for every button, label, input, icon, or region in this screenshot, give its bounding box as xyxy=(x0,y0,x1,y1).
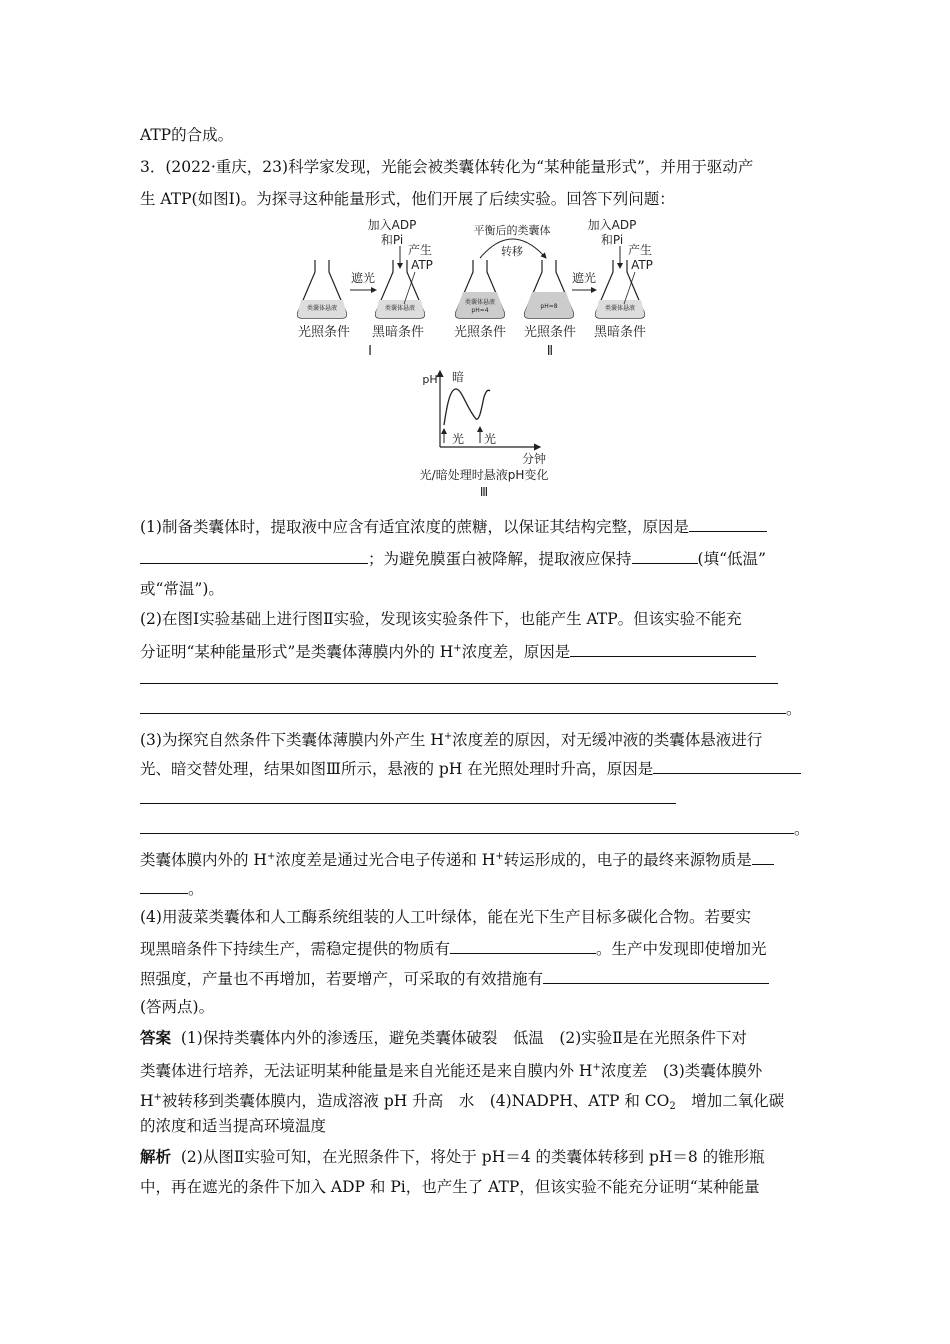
balanced-label: 平衡后的类囊体 xyxy=(473,224,551,237)
answer-text-1: (1)保持类囊体内外的渗透压，避免类囊体破裂 低温 (2)实验Ⅱ是在光照条件下对 xyxy=(180,1029,747,1047)
answer-line-3 xyxy=(140,1088,784,1117)
figure-label-I: Ⅰ xyxy=(368,344,372,359)
subscript-2: 2 xyxy=(669,1101,676,1112)
add-adp-1: 加入ADP xyxy=(367,218,417,232)
answer-text-3a: H xyxy=(140,1092,154,1110)
part-2-text-b: 浓度差，原因是 xyxy=(461,643,571,661)
part-3-text-b: 浓度差的原因，对无缓冲液的类囊体悬液进行 xyxy=(452,731,763,749)
produce-2: 产生 xyxy=(627,243,653,257)
analysis-line-1 xyxy=(140,1147,765,1167)
y-axis-label: pH xyxy=(422,373,438,386)
part-3-line-5 xyxy=(140,847,774,870)
superscript-plus: + xyxy=(266,851,276,862)
question-source: (2022·重庆，23) xyxy=(165,158,289,176)
part-3-line-6 xyxy=(140,877,204,899)
part-1-line-1 xyxy=(140,515,767,537)
x-axis-label: 分钟 xyxy=(521,452,547,466)
figure-flasks xyxy=(290,212,670,362)
light-label-1: 光 xyxy=(451,432,465,446)
part-4-text-2b: 。生产中发现即使增加光 xyxy=(596,940,767,958)
figure-ph-chart xyxy=(400,365,580,500)
cond-dark-1: 黑暗条件 xyxy=(371,325,425,340)
answer-blank-2a[interactable] xyxy=(570,640,756,657)
flask-3 xyxy=(456,260,505,318)
answer-blank-1a[interactable] xyxy=(689,515,767,532)
flask-1 xyxy=(298,260,347,318)
atp-1: ATP xyxy=(411,258,433,272)
question-3-intro xyxy=(140,157,753,177)
answer-text-2b: 浓度差 (3)类囊体膜外 xyxy=(600,1062,763,1080)
answer-text-3b: 被转移到类囊体膜内，造成溶液 pH 升高 水 (4)NADPH、ATP 和 CO xyxy=(161,1092,670,1110)
superscript-plus: + xyxy=(453,643,462,654)
answer-blank-3b[interactable] xyxy=(140,787,676,804)
part-2-line-3 xyxy=(140,667,778,689)
answer-blank-4b[interactable] xyxy=(543,967,769,984)
part-1-text-2: ；为避免膜蛋白被降解，提取液应保持 xyxy=(368,550,632,568)
superscript-plus: + xyxy=(443,731,453,742)
cond-light-3: 光照条件 xyxy=(523,325,577,340)
flask-4-ph: pH=8 xyxy=(540,303,558,310)
part-1-line-3: 或“常温”)。 xyxy=(140,580,224,598)
analysis-line-2: 中，再在遮光的条件下加入 ADP 和 Pi，也产生了 ATP，但该实验不能充分证明“某种能量 xyxy=(140,1178,760,1196)
answer-blank-1b[interactable] xyxy=(140,547,368,564)
part-1-line-2 xyxy=(140,547,766,569)
answer-blank-3a[interactable] xyxy=(653,757,801,774)
part-4-text-3: 照强度，产量也不再增加，若要增产，可采取的有效措施有 xyxy=(140,970,544,988)
part-4-text-2: 现黑暗条件下持续生产，需稳定提供的物质有 xyxy=(140,940,451,958)
transfer-label: 转移 xyxy=(501,245,523,258)
answer-blank-3d[interactable] xyxy=(752,848,774,865)
part-4-line-4: (答两点)。 xyxy=(140,998,215,1016)
answer-blank-2c[interactable] xyxy=(140,697,786,714)
analysis-text-1: (2)从图Ⅱ实验可知，在光照条件下，将处于 pH＝4 的类囊体转移到 pH＝8 的锥形瓶 xyxy=(180,1148,765,1166)
cond-light-2: 光照条件 xyxy=(453,325,507,340)
part-2-line-2 xyxy=(140,639,756,662)
part-3-text-4: 类囊体膜内外的 H xyxy=(140,851,267,869)
dark-label: 暗 xyxy=(451,370,465,384)
part-4-line-2 xyxy=(140,937,767,959)
answer-text-3c: 增加二氧化碳 xyxy=(675,1092,785,1110)
light-label-2: 光 xyxy=(483,432,497,446)
answer-blank-3e[interactable] xyxy=(140,877,188,894)
answer-blank-4a[interactable] xyxy=(450,937,596,954)
analysis-label: 解析 xyxy=(140,1148,172,1166)
period: 。 xyxy=(786,700,802,718)
part-3-line-3 xyxy=(140,787,676,809)
part-4-line-1: (4)用菠菜类囊体和人工酶系统组装的人工叶绿体，能在光下生产目标多碳化合物。若要实 xyxy=(140,908,751,926)
part-1-hint: (填“低温” xyxy=(697,550,766,568)
answer-text-2a: 类囊体进行培养，无法证明某种能量是来自光能还是来自膜内外 H xyxy=(140,1062,593,1080)
answer-blank-3c[interactable] xyxy=(140,817,794,834)
figure-label-II: Ⅱ xyxy=(546,344,554,359)
produce-1: 产生 xyxy=(407,243,433,257)
part-3-text-4b: 浓度差是通过光合电子传递和 H xyxy=(275,851,496,869)
answer-line-4: 的浓度和适当提高环境温度 xyxy=(140,1117,327,1135)
part-3-text-2: 光、暗交替处理，结果如图Ⅲ所示，悬液的 pH 在光照处理时升高，原因是 xyxy=(140,760,654,778)
part-2-line-1: (2)在图Ⅰ实验基础上进行图Ⅱ实验，发现该实验条件下，也能产生 ATP。但该实验不能充 xyxy=(140,610,742,628)
answer-label: 答案 xyxy=(140,1029,172,1047)
answer-line-2 xyxy=(140,1058,762,1081)
question-text: 科学家发现，光能会被类囊体转化为“某种能量形式”，并用于驱动产 xyxy=(288,158,754,176)
chart-caption: 光/暗处理时悬液pH变化 xyxy=(419,468,549,482)
period: 。 xyxy=(794,820,810,838)
shade-label-1: 遮光 xyxy=(350,271,376,285)
question-number: 3． xyxy=(140,158,166,176)
flask-5-label: 类囊体悬液 xyxy=(604,305,636,312)
answer-blank-2b[interactable] xyxy=(140,667,778,684)
flask-4 xyxy=(525,260,574,318)
part-2-line-4 xyxy=(140,697,802,719)
shade-label-2: 遮光 xyxy=(571,271,597,285)
and-pi-1: 和Pi xyxy=(380,233,404,247)
continued-text: ATP的合成。 xyxy=(140,126,234,144)
part-3-line-2 xyxy=(140,757,801,779)
figure-label-III: Ⅲ xyxy=(479,485,489,499)
part-3-line-1 xyxy=(140,727,762,750)
flask-2-label: 类囊体悬液 xyxy=(384,305,416,312)
answer-blank-1c[interactable] xyxy=(632,547,698,564)
part-3-text: (3)为探究自然条件下类囊体薄膜内外产生 H xyxy=(140,731,444,749)
part-1-text: (1)制备类囊体时，提取液中应含有适宜浓度的蔗糖，以保证其结构完整，原因是 xyxy=(140,518,689,536)
cond-light-1: 光照条件 xyxy=(297,325,351,340)
question-3-intro-2: 生 ATP(如图Ⅰ)。为探寻这种能量形式，他们开展了后续实验。回答下列问题： xyxy=(140,190,675,208)
flask-1-label: 类囊体悬液 xyxy=(306,305,338,312)
part-4-line-3 xyxy=(140,967,769,989)
part-3-line-4 xyxy=(140,817,810,839)
answer-line-1 xyxy=(140,1028,747,1048)
superscript-plus: + xyxy=(153,1092,162,1103)
ph-curve xyxy=(444,389,490,425)
flask-3-label: 类囊体悬液 xyxy=(464,299,496,306)
flask-3-ph: pH=4 xyxy=(471,307,489,314)
part-2-text: 分证明“某种能量形式”是类囊体薄膜内外的 H xyxy=(140,643,454,661)
and-pi-2: 和Pi xyxy=(600,233,624,247)
part-3-text-4c: 转运形成的，电子的最终来源物质是 xyxy=(503,851,752,869)
superscript-plus: + xyxy=(592,1062,601,1073)
period: 。 xyxy=(188,880,204,898)
superscript-plus: + xyxy=(495,851,504,862)
atp-2: ATP xyxy=(631,258,653,272)
cond-dark-2: 黑暗条件 xyxy=(593,325,647,340)
add-adp-2: 加入ADP xyxy=(587,218,637,232)
